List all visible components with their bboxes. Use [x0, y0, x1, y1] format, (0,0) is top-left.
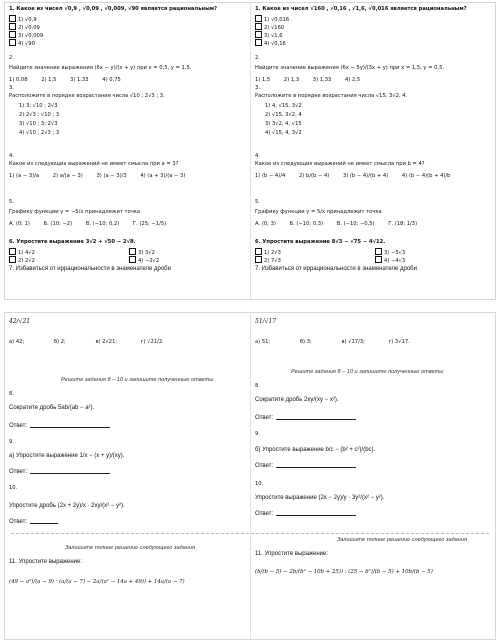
question-7: 7. Избавиться от иррациональности в знаменателе дроби [9, 266, 171, 272]
checkbox[interactable] [9, 248, 16, 255]
option: 4) (b − 4)(b + 4)/b [401, 173, 451, 179]
option: 4) √15, 4, 3√2 [265, 130, 302, 136]
question-3-number: 3. [9, 85, 14, 91]
checkbox[interactable] [129, 256, 136, 263]
option: 3) (a − 3)/3 [96, 173, 127, 179]
question-10-number: 10. [9, 485, 18, 491]
question-6: 6. Упростите выражение 3√2 + √50 − 2√8. [9, 239, 136, 245]
option: 4) √10 ; 2√3 ; 3 [19, 130, 60, 136]
checkbox[interactable] [255, 248, 262, 255]
question-3: Расположите в порядке возрастания числа √15, 3√2, 4. [255, 93, 408, 99]
checkbox[interactable] [255, 23, 262, 30]
option: 2) a/(a − 3) [52, 173, 83, 179]
fraction: 42/√21 [9, 318, 31, 325]
option: 1) 0,08 [9, 77, 28, 83]
checkbox[interactable] [255, 31, 262, 38]
question-1: 1. Какое из чисел √0,9 , √0,09 , √0,009, √90 является рациональным? [9, 6, 218, 12]
answer-option: а) 42; [9, 339, 25, 345]
variant-1-column [5, 313, 251, 639]
checkbox[interactable] [9, 23, 16, 30]
question-7: 7. Избавиться от иррациональности в знаменателе дроби [255, 266, 417, 272]
option: 1) (a − 3)/a [9, 173, 40, 179]
question-2: Найдите значение выражения (6x − 5y)/(3x + y) при x = 1,5, y = 0,5. [255, 65, 445, 71]
question-11-expression: (49 − a²)/(a − 9) · (a/(a − 7) − 2a/(a² − 14a + 49)) + 14a/(a − 7) [9, 579, 185, 585]
checkbox[interactable] [129, 248, 136, 255]
answer-label: Ответ: [255, 415, 274, 421]
option: 4) (a + 3)/(a − 3) [140, 173, 186, 179]
question-9: б) Упростите выражение b/c − (b² + c²)/(bc). [255, 447, 376, 453]
option: 2) 2√2 [18, 258, 35, 264]
answer-label: Ответ: [9, 469, 28, 475]
option: 4) √90 [18, 41, 35, 47]
question-11: 11. Упростите выражение: [255, 551, 329, 557]
question-5: Графику функции y = −5/x принадлежит точка [9, 209, 141, 215]
option: Б. (10; −2) [43, 221, 73, 227]
variant-2-column [251, 3, 497, 299]
answer-option: г) √21/2. [140, 339, 164, 345]
answer-line[interactable] [30, 427, 110, 428]
checkbox[interactable] [255, 256, 262, 263]
variant-1-column [5, 3, 251, 299]
instruction: Запишите полное решение следующего задания [65, 545, 195, 551]
worksheet-top [4, 2, 496, 300]
option: 4) −2√2 [138, 258, 160, 264]
divider [11, 533, 489, 534]
instruction: Решите задания 8 – 10 и запишите полученные ответы [61, 377, 214, 383]
question-1: 1. Какое из чисел √160 , √0,16 , √1,6, √0,016 является рациональным? [255, 6, 467, 12]
question-11: 11. Упростите выражение: [9, 559, 83, 565]
question-8: Сократите дробь 5ab/(ab − a²). [9, 405, 95, 411]
question-8-number: 8. [9, 391, 14, 397]
option: 1) 4, √15, 3√2 [265, 103, 302, 109]
question-5-number: 5. [255, 199, 260, 205]
option: 3) 3√2 [138, 250, 155, 256]
instruction: Запишите полное решение следующего задания [337, 537, 467, 543]
question-5: Графику функции y = 5/x принадлежит точка [255, 209, 382, 215]
answer-option: в) √17/3; [341, 339, 365, 345]
option: 1) √0,016 [264, 17, 290, 23]
question-6: 6. Упростите выражение 8√3 − √75 − 4√12. [255, 239, 386, 245]
question-10: Упростите дробь (2x + 2y)/x · 2xy/(x² − y²). [9, 503, 125, 509]
question-4-number: 4. [255, 153, 260, 159]
option: 2) 1,5 [41, 77, 57, 83]
option: 1) √0,9 [18, 17, 37, 23]
fraction: 51/√17 [255, 318, 277, 325]
question-10: Упростите выражение (2x − 2y)/y · 3y²/(x² − y²). [255, 495, 385, 501]
question-3-number: 3. [255, 85, 260, 91]
question-2: Найдите значение выражения (6x − y)/(x + y) при x = 0,5, y = 1,5. [9, 65, 192, 71]
checkbox[interactable] [9, 256, 16, 263]
question-4: Какое из следующих выражений не имеет смысла при b = 4? [255, 161, 425, 167]
option: 3) 1,33 [312, 77, 332, 83]
question-9: а) Упростите выражение 1/x − (x + y)/(xy). [9, 453, 125, 459]
answer-option: б) 2; [53, 339, 66, 345]
checkbox[interactable] [375, 256, 382, 263]
option: 2) √15, 3√2, 4 [265, 112, 302, 118]
answer-label: Ответ: [255, 511, 274, 517]
worksheet-bottom [4, 312, 496, 640]
answer-option: в) 2√21; [95, 339, 118, 345]
option: 4) 2,5 [344, 77, 361, 83]
option: 2) √0,09 [18, 25, 40, 31]
option: 2) b/(b − 4) [298, 173, 330, 179]
option: 1) 1,5 [255, 77, 271, 83]
answer-line[interactable] [276, 515, 356, 516]
option: 4) √0,16 [264, 41, 286, 47]
checkbox[interactable] [9, 31, 16, 38]
question-9-number: 9. [255, 431, 260, 437]
option: 1) 2√3 [264, 250, 281, 256]
question-9-number: 9. [9, 439, 14, 445]
question-10-number: 10. [255, 481, 264, 487]
option: 3) −5√3 [384, 250, 406, 256]
option: 2) 7√3 [264, 258, 281, 264]
answer-option: б) 3; [299, 339, 312, 345]
answer-line[interactable] [30, 473, 110, 474]
option: 3) (b − 4)/(b + 4) [342, 173, 389, 179]
checkbox[interactable] [375, 248, 382, 255]
question-3: Расположите в порядке возрастания числа √10 ; 2√3 ; 3. [9, 93, 165, 99]
option: В. (−10; −0,5) [336, 221, 375, 227]
instruction: Решите задания 8 – 10 и запишите полученные ответы [291, 369, 444, 375]
answer-label: Ответ: [9, 519, 28, 525]
answer-label: Ответ: [9, 423, 28, 429]
option: 2) √160 [264, 25, 285, 31]
answer-line[interactable] [30, 523, 58, 524]
option: 4) −4√3 [384, 258, 406, 264]
question-11-expression: (b/(b − 5) − 2b/(b² − 10b + 25)) : (25 − b²)/(b − 5) + 10b/(b − 5) [255, 569, 433, 575]
option: 3) 3√2, 4, √15 [265, 121, 302, 127]
option: 1) (b − 4)/4 [255, 173, 286, 179]
option: 3) √10 ; 3; 2√3 [19, 121, 58, 127]
option: В. (−10; 0,2) [85, 221, 120, 227]
question-8: Сократите дробь 2xy/(xy − x²). [255, 397, 339, 403]
option: Б. (−10; 0,3) [289, 221, 324, 227]
variant-2-column [251, 313, 497, 639]
option: 4) 0,75 [102, 77, 121, 83]
answer-option: г) 3√17. [388, 339, 410, 345]
answer-line[interactable] [276, 467, 356, 468]
answer-option: а) 51; [255, 339, 271, 345]
checkbox[interactable] [255, 15, 262, 22]
option: 3) 1,33 [70, 77, 89, 83]
checkbox[interactable] [9, 15, 16, 22]
question-2-number: 2. [9, 55, 14, 61]
option: 3) √1,6 [264, 33, 283, 39]
question-8-number: 8. [255, 383, 260, 389]
option: 2) 2√3 ; √10 ; 3 [19, 112, 60, 118]
option: 2) 1,3 [283, 77, 300, 83]
option: А. (0; 3) [255, 221, 276, 227]
option: 3) √0,009 [18, 33, 44, 39]
question-4: Какое из следующих выражений не имеет смысла при a = 3? [9, 161, 179, 167]
option: Г. (18; 1/3) [388, 221, 418, 227]
option: Г. (25; −1/5) [132, 221, 167, 227]
question-5-number: 5. [9, 199, 14, 205]
question-2-number: 2. [255, 55, 260, 61]
checkbox[interactable] [255, 39, 262, 46]
question-4-number: 4. [9, 153, 14, 159]
option: 1) 3; √10 ; 2√3 [19, 103, 58, 109]
option: 1) 4√2 [18, 250, 35, 256]
answer-label: Ответ: [255, 463, 274, 469]
option: А. (0; 1) [9, 221, 30, 227]
answer-line[interactable] [276, 419, 356, 420]
checkbox[interactable] [9, 39, 16, 46]
